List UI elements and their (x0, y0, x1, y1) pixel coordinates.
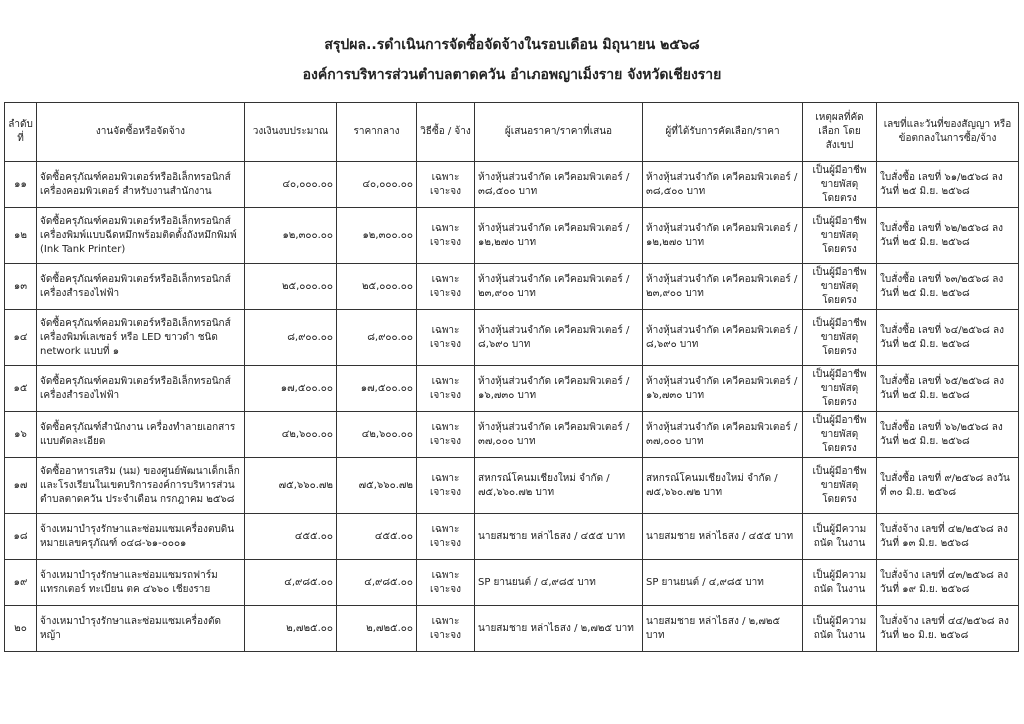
cell-median-price: ๒๕,๐๐๐.๐๐ (337, 264, 417, 310)
header-item: งานจัดซื้อหรือจัดจ้าง (37, 103, 245, 162)
table-row (5, 366, 1019, 412)
cell-method: เฉพาะเจาะจง (417, 514, 475, 560)
cell-method: เฉพาะเจาะจง (417, 208, 475, 264)
cell-reason: เป็นผู้มีความถนัด ในงาน (803, 560, 877, 606)
cell-no: ๑๔ (5, 310, 37, 366)
page-title: สรุปผล..รดำเนินการจัดซื้อจัดจ้างในรอบเดือน มิถุนายน ๒๕๖๘ (324, 37, 700, 53)
cell-bidder: ห้างหุ้นส่วนจำกัด เควีคอมพิวเตอร์ / ๓๗,๐๐๐ บาท (475, 412, 643, 458)
cell-bidder: นายสมชาย หล่าไธสง / ๔๕๕ บาท (475, 514, 643, 560)
cell-method: เฉพาะเจาะจง (417, 560, 475, 606)
cell-item: จัดซื้อครุภัณฑ์สำนักงาน เครื่องทำลายเอกสารแบบตัดละเอียด (37, 412, 245, 458)
cell-bidder: SP ยานยนต์ / ๔,๙๘๕ บาท (475, 560, 643, 606)
table-body (5, 162, 1019, 652)
cell-reason: เป็นผู้มีอาชีพ ขายพัสดุโดยตรง (803, 310, 877, 366)
cell-budget: ๔๐,๐๐๐.๐๐ (245, 162, 337, 208)
cell-median-price: ๑๒,๓๐๐.๐๐ (337, 208, 417, 264)
cell-budget: ๑๒,๓๐๐.๐๐ (245, 208, 337, 264)
cell-budget: ๔๕๕.๐๐ (245, 514, 337, 560)
cell-item: จ้างเหมาบำรุงรักษาและซ่อมแซมรถฟาร์ม แทรกเตอร์ ทะเบียน ตค ๔๖๖๐ เชียงราย (37, 560, 245, 606)
table-row (5, 560, 1019, 606)
table-row (5, 606, 1019, 652)
cell-budget: ๘,๙๐๐.๐๐ (245, 310, 337, 366)
table-row (5, 514, 1019, 560)
cell-item: จัดซื้อครุภัณฑ์คอมพิวเตอร์หรืออิเล็กทรอนิกส์ เครื่องพิมพ์แบบฉีดหมึกพร้อมติดตั้งถังหมึกพิมพ์ (Ink Tank Printer) (37, 208, 245, 264)
cell-budget: ๑๗,๕๐๐.๐๐ (245, 366, 337, 412)
cell-winner: ห้างหุ้นส่วนจำกัด เควีคอมพิวเตอร์ / ๑๖,๗๓๐ บาท (643, 366, 803, 412)
cell-item: จัดซื้อครุภัณฑ์คอมพิวเตอร์หรืออิเล็กทรอนิกส์ เครื่องสำรองไฟฟ้า (37, 366, 245, 412)
cell-method: เฉพาะเจาะจง (417, 264, 475, 310)
page-subtitle: องค์การบริหารส่วนตำบลตาดควัน อำเภอพญาเม็งราย จังหวัดเชียงราย (302, 67, 722, 83)
header-winner: ผู้ที่ได้รับการคัดเลือก/ราคา (643, 103, 803, 162)
cell-contract: ใบสั่งซื้อ เลขที่ ๖๔/๒๕๖๘ ลงวันที่ ๒๕ มิ.ย. ๒๕๖๘ (877, 310, 1019, 366)
cell-bidder: สหกรณ์โคนมเชียงใหม่ จำกัด / ๗๕,๖๖๐.๗๒ บาท (475, 458, 643, 514)
table-row (5, 162, 1019, 208)
header-contract: เลขที่และวันที่ของสัญญา หรือข้อตกลงในการซื้อ/จ้าง (877, 103, 1019, 162)
cell-bidder: ห้างหุ้นส่วนจำกัด เควีคอมพิวเตอร์ / ๑๖,๗๓๐ บาท (475, 366, 643, 412)
cell-method: เฉพาะเจาะจง (417, 412, 475, 458)
cell-contract: ใบสั่งจ้าง เลขที่ ๔๔/๒๕๖๘ ลงวันที่ ๒๐ มิ.ย. ๒๕๖๘ (877, 606, 1019, 652)
cell-winner: สหกรณ์โคนมเชียงใหม่ จำกัด / ๗๕,๖๖๐.๗๒ บาท (643, 458, 803, 514)
cell-budget: ๗๕,๖๖๐.๗๒ (245, 458, 337, 514)
cell-reason: เป็นผู้มีอาชีพ ขายพัสดุโดยตรง (803, 458, 877, 514)
table-row (5, 310, 1019, 366)
cell-median-price: ๒,๗๒๕.๐๐ (337, 606, 417, 652)
cell-winner: นายสมชาย หล่าไธสง / ๔๕๕ บาท (643, 514, 803, 560)
cell-no: ๑๖ (5, 412, 37, 458)
header-method: วิธีซื้อ / จ้าง (417, 103, 475, 162)
cell-reason: เป็นผู้มีอาชีพ ขายพัสดุโดยตรง (803, 412, 877, 458)
procurement-table (4, 102, 1019, 652)
cell-budget: ๒,๗๒๕.๐๐ (245, 606, 337, 652)
cell-no: ๒๐ (5, 606, 37, 652)
header-no: ลำดับที่ (5, 103, 37, 162)
cell-median-price: ๔,๙๘๕.๐๐ (337, 560, 417, 606)
cell-contract: ใบสั่งซื้อ เลขที่ ๖๖/๒๕๖๘ ลงวันที่ ๒๕ มิ.ย. ๒๕๖๘ (877, 412, 1019, 458)
cell-item: จัดซื้อครุภัณฑ์คอมพิวเตอร์หรืออิเล็กทรอนิกส์ เครื่องสำรองไฟฟ้า (37, 264, 245, 310)
cell-reason: เป็นผู้มีอาชีพ ขายพัสดุโดยตรง (803, 162, 877, 208)
cell-median-price: ๘,๙๐๐.๐๐ (337, 310, 417, 366)
cell-median-price: ๔๒,๖๐๐.๐๐ (337, 412, 417, 458)
cell-winner: ห้างหุ้นส่วนจำกัด เควีคอมพิวเตอร์ / ๒๓,๙๐๐ บาท (643, 264, 803, 310)
cell-winner: ห้างหุ้นส่วนจำกัด เควีคอมพิวเตอร์ / ๑๒,๒๗๐ บาท (643, 208, 803, 264)
cell-method: เฉพาะเจาะจง (417, 310, 475, 366)
cell-winner: SP ยานยนต์ / ๔,๙๘๕ บาท (643, 560, 803, 606)
cell-reason: เป็นผู้มีอาชีพ ขายพัสดุโดยตรง (803, 264, 877, 310)
table-header-row (5, 103, 1019, 162)
cell-bidder: ห้างหุ้นส่วนจำกัด เควีคอมพิวเตอร์ / ๑๒,๒๗๐ บาท (475, 208, 643, 264)
table-row (5, 208, 1019, 264)
cell-bidder: ห้างหุ้นส่วนจำกัด เควีคอมพิวเตอร์ / ๓๘,๕๐๐ บาท (475, 162, 643, 208)
cell-item: จ้างเหมาบำรุงรักษาและซ่อมแซมเครื่องตบดิน หมายเลขครุภัณฑ์ ๐๔๘-๖๑-๐๐๐๑ (37, 514, 245, 560)
cell-reason: เป็นผู้มีความถนัด ในงาน (803, 514, 877, 560)
cell-no: ๑๒ (5, 208, 37, 264)
cell-reason: เป็นผู้มีอาชีพ ขายพัสดุโดยตรง (803, 208, 877, 264)
cell-method: เฉพาะเจาะจง (417, 162, 475, 208)
cell-bidder: ห้างหุ้นส่วนจำกัด เควีคอมพิวเตอร์ / ๘,๖๙๐ บาท (475, 310, 643, 366)
header-reason: เหตุผลที่คัดเลือก โดยสังเขป (803, 103, 877, 162)
cell-contract: ใบสั่งจ้าง เลขที่ ๔๓/๒๕๖๘ ลงวันที่ ๑๙ มิ.ย. ๒๕๖๘ (877, 560, 1019, 606)
header-bidder: ผู้เสนอราคา/ราคาที่เสนอ (475, 103, 643, 162)
cell-method: เฉพาะเจาะจง (417, 606, 475, 652)
cell-no: ๑๘ (5, 514, 37, 560)
cell-item: จัดซื้ออาหารเสริม (นม) ของศูนย์พัฒนาเด็กเล็ก และโรงเรียนในเขตบริการองค์การบริหารส่วน ตำบลตาดควัน ประจำเดือน กรกฎาคม ๒๕๖๘ (37, 458, 245, 514)
cell-contract: ใบสั่งซื้อ เลขที่ ๖๑/๒๕๖๘ ลงวันที่ ๒๕ มิ.ย. ๒๕๖๘ (877, 162, 1019, 208)
cell-budget: ๔๒,๖๐๐.๐๐ (245, 412, 337, 458)
cell-bidder: ห้างหุ้นส่วนจำกัด เควีคอมพิวเตอร์ / ๒๓,๙๐๐ บาท (475, 264, 643, 310)
cell-median-price: ๔๐,๐๐๐.๐๐ (337, 162, 417, 208)
cell-winner: ห้างหุ้นส่วนจำกัด เควีคอมพิวเตอร์ / ๓๗,๐๐๐ บาท (643, 412, 803, 458)
cell-budget: ๔,๙๘๕.๐๐ (245, 560, 337, 606)
cell-bidder: นายสมชาย หล่าไธสง / ๒,๗๒๕ บาท (475, 606, 643, 652)
cell-median-price: ๑๗,๕๐๐.๐๐ (337, 366, 417, 412)
cell-no: ๑๓ (5, 264, 37, 310)
table-row (5, 458, 1019, 514)
cell-contract: ใบสั่งซื้อ เลขที่ ๙/๒๕๖๘ ลงวันที่ ๓๐ มิ.ย. ๒๕๖๘ (877, 458, 1019, 514)
cell-item: จัดซื้อครุภัณฑ์คอมพิวเตอร์หรืออิเล็กทรอนิกส์ เครื่องพิมพ์เลเซอร์ หรือ LED ขาวดำ ชนิด network แบบที่ ๑ (37, 310, 245, 366)
cell-no: ๑๕ (5, 366, 37, 412)
table-row (5, 264, 1019, 310)
header-budget: วงเงินงบประมาณ (245, 103, 337, 162)
cell-median-price: ๗๕,๖๖๐.๗๒ (337, 458, 417, 514)
cell-item: จ้างเหมาบำรุงรักษาและซ่อมแซมเครื่องตัดหญ้า (37, 606, 245, 652)
cell-winner: นายสมชาย หล่าไธสง / ๒,๗๒๕ บาท (643, 606, 803, 652)
header-median-price: ราคากลาง (337, 103, 417, 162)
cell-no: ๑๑ (5, 162, 37, 208)
cell-contract: ใบสั่งซื้อ เลขที่ ๖๕/๒๕๖๘ ลงวันที่ ๒๕ มิ.ย. ๒๕๖๘ (877, 366, 1019, 412)
cell-median-price: ๔๕๕.๐๐ (337, 514, 417, 560)
table-row (5, 412, 1019, 458)
cell-contract: ใบสั่งจ้าง เลขที่ ๔๒/๒๕๖๘ ลงวันที่ ๑๓ มิ.ย. ๒๕๖๘ (877, 514, 1019, 560)
cell-method: เฉพาะเจาะจง (417, 366, 475, 412)
cell-reason: เป็นผู้มีอาชีพ ขายพัสดุโดยตรง (803, 366, 877, 412)
cell-contract: ใบสั่งซื้อ เลขที่ ๖๓/๒๕๖๘ ลงวันที่ ๒๕ มิ.ย. ๒๕๖๘ (877, 264, 1019, 310)
cell-no: ๑๗ (5, 458, 37, 514)
cell-reason: เป็นผู้มีความถนัด ในงาน (803, 606, 877, 652)
cell-no: ๑๙ (5, 560, 37, 606)
cell-item: จัดซื้อครุภัณฑ์คอมพิวเตอร์หรืออิเล็กทรอนิกส์ เครื่องคอมพิวเตอร์ สำหรับงานสำนักงาน (37, 162, 245, 208)
cell-winner: ห้างหุ้นส่วนจำกัด เควีคอมพิวเตอร์ / ๘,๖๙๐ บาท (643, 310, 803, 366)
cell-contract: ใบสั่งซื้อ เลขที่ ๖๒/๒๕๖๘ ลงวันที่ ๒๕ มิ.ย. ๒๕๖๘ (877, 208, 1019, 264)
cell-winner: ห้างหุ้นส่วนจำกัด เควีคอมพิวเตอร์ / ๓๘,๕๐๐ บาท (643, 162, 803, 208)
cell-budget: ๒๕,๐๐๐.๐๐ (245, 264, 337, 310)
cell-method: เฉพาะเจาะจง (417, 458, 475, 514)
